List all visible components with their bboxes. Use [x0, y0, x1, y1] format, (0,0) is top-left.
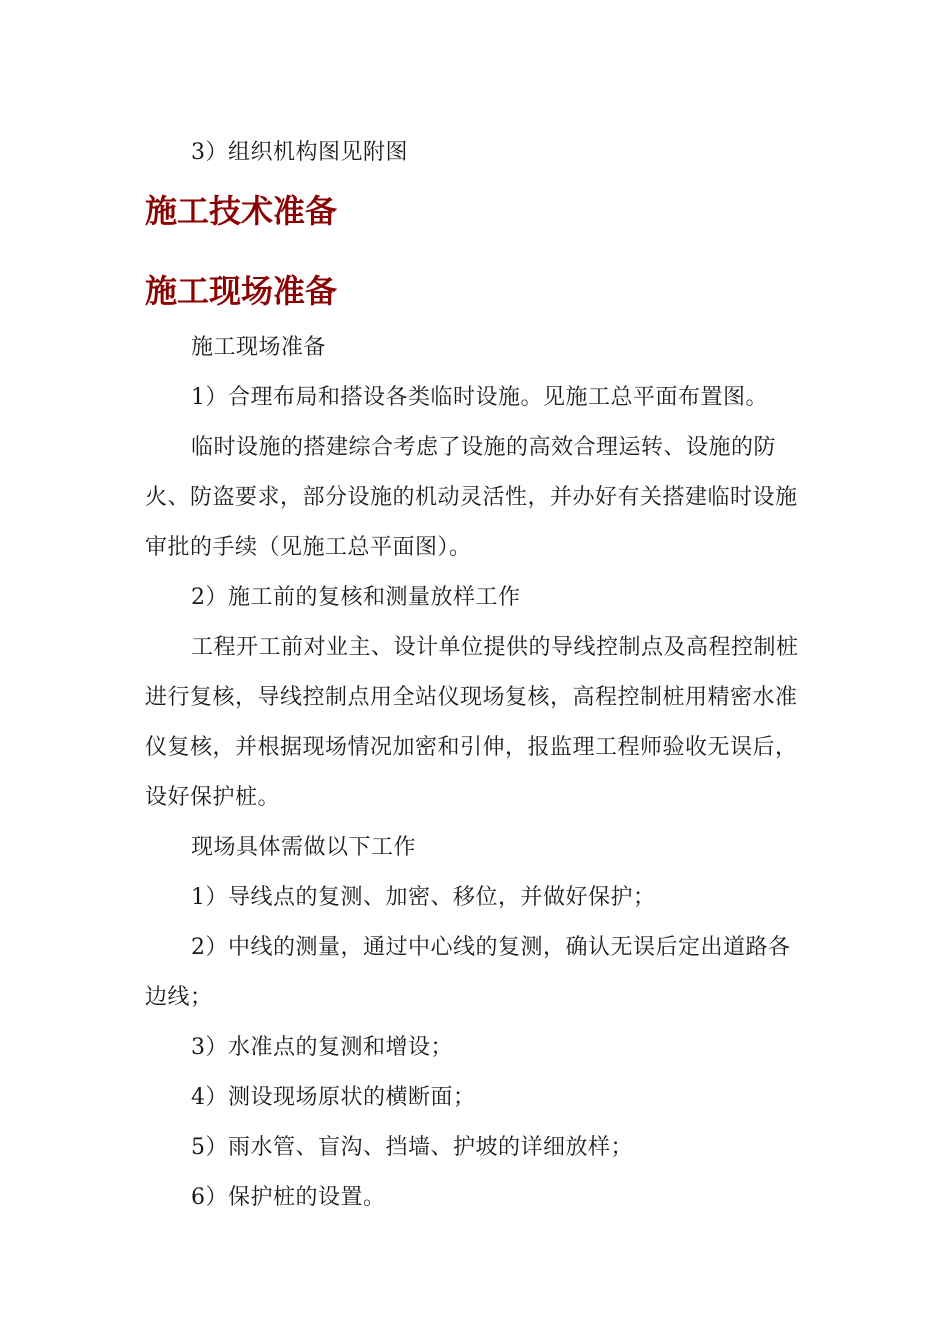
paragraph-item-2-survey: 2）施工前的复核和测量放样工作 [191, 585, 521, 610]
list-item: 1）导线点的复测、加密、移位，并做好保护； [191, 885, 656, 910]
list-item: 3）水准点的复测和增设； [191, 1035, 453, 1060]
list-item: 4）测设现场原状的横断面； [191, 1085, 476, 1110]
intro-line: 3）组织机构图见附图 [191, 140, 408, 165]
paragraph-site-prep: 施工现场准备 [191, 335, 327, 360]
heading-site-prep: 施工现场准备 [145, 272, 338, 310]
document-body [145, 128, 810, 1223]
paragraph-work-list-intro: 现场具体需做以下工作 [191, 835, 417, 860]
list-item: 2）中线的测量，通过中心线的复测，确认无误后定出道路各边线； [145, 935, 791, 1010]
list-item: 6）保护桩的设置。 [191, 1185, 386, 1210]
heading-technical-prep: 施工技术准备 [145, 192, 338, 230]
list-item: 5）雨水管、盲沟、挡墙、护坡的详细放样； [191, 1135, 633, 1160]
paragraph-item-1-layout: 1）合理布局和搭设各类临时设施。见施工总平面布置图。 [191, 385, 768, 410]
paragraph-survey-details: 工程开工前对业主、设计单位提供的导线控制点及高程控制桩进行复核，导线控制点用全站仪现场复核，高程控制桩用精密水准仪复核，并根据现场情况加密和引伸，报监理工程师验收无误后，设好保护桩。 [145, 635, 799, 810]
paragraph-temp-facilities: 临时设施的搭建综合考虑了设施的高效合理运转、设施的防火、防盗要求，部分设施的机动灵活性，并办好有关搭建临时设施审批的手续（见施工总平面图）。 [145, 435, 798, 560]
